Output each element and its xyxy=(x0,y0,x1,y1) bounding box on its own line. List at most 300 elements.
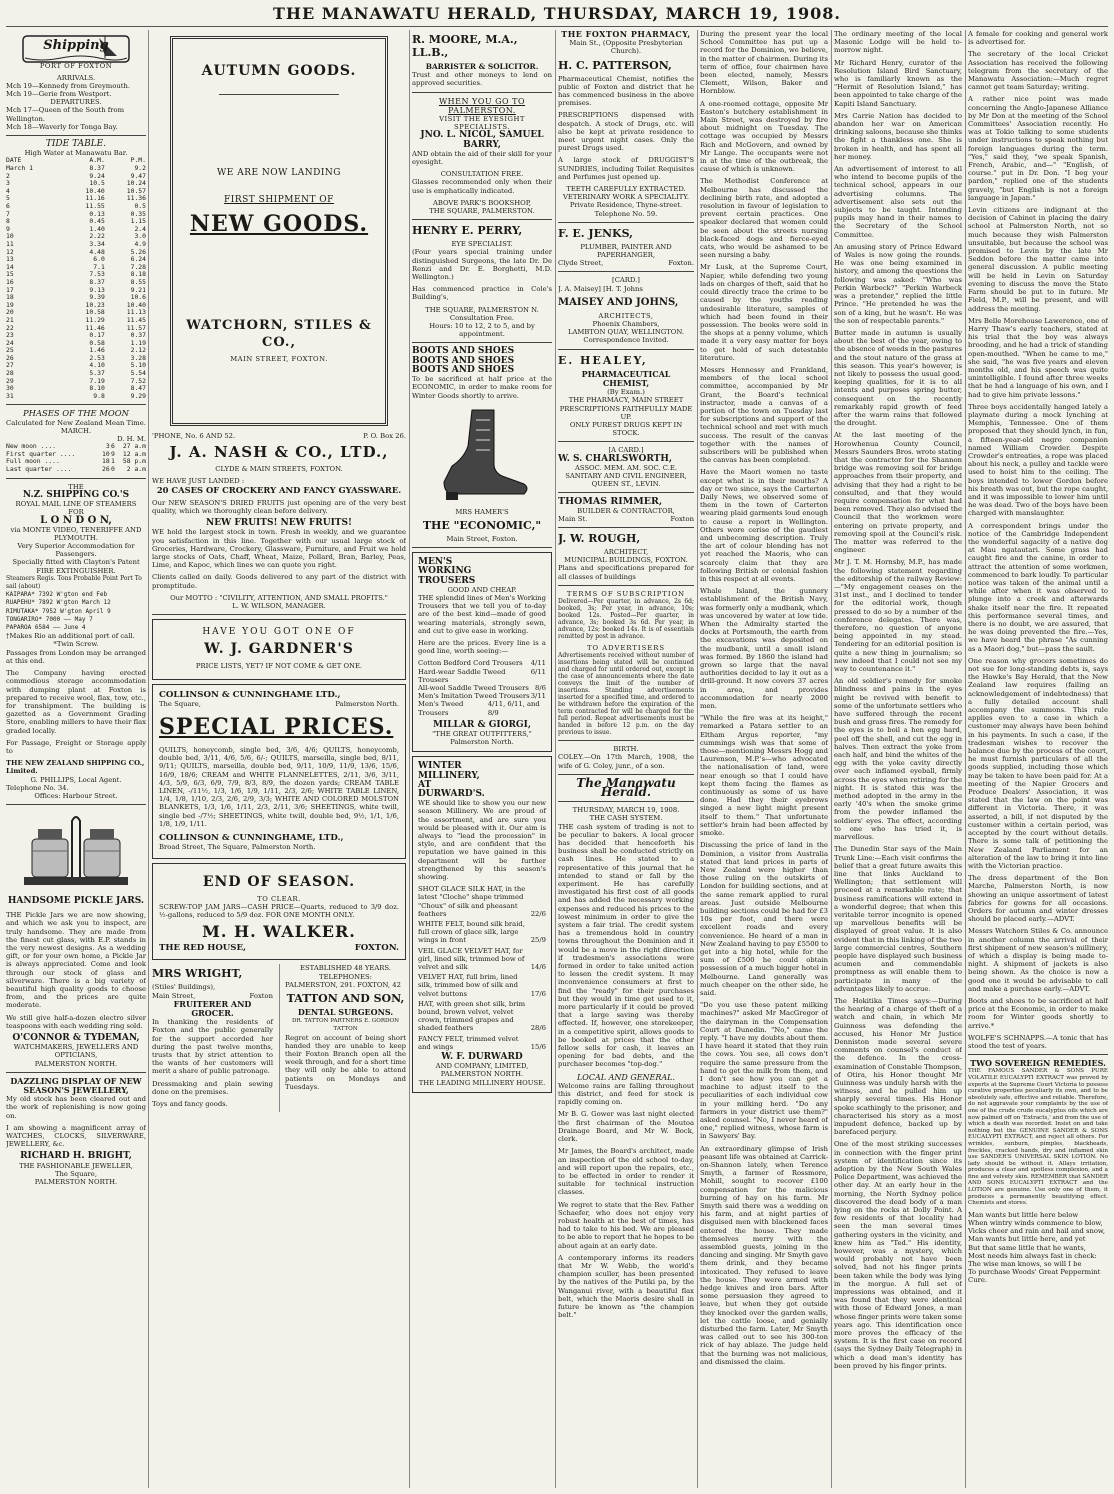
nzsc-for: FOR xyxy=(68,508,84,517)
tide-date: 12 xyxy=(6,247,14,256)
gardner-name: W. J. GARDNER'S xyxy=(204,641,354,658)
trouser-item-name: Men's Imitation Tweed Trousers xyxy=(418,692,530,701)
tide-pm: 9.29 xyxy=(130,391,146,400)
tide-col-pm: P.M. xyxy=(130,156,146,165)
tide-pm: 6.24 xyxy=(130,255,146,264)
durward-title: WINTER MILLINERY, AT DURWARD'S. xyxy=(418,761,485,799)
tide-row xyxy=(6,287,146,295)
nash-fruits-head: NEW FRUITS! NEW FRUITS! xyxy=(206,518,352,529)
maisey-names: J. A. Maisey] [H. T. Johns xyxy=(558,284,643,293)
tide-pm: 10.24 xyxy=(126,179,146,188)
collinson-foot-2: Broad Street, The Square, Palmerston North. xyxy=(159,843,316,852)
departures-heading: DEPARTURES. xyxy=(50,98,102,107)
trouser-item-price: 6/11 xyxy=(530,667,546,676)
divider xyxy=(558,740,694,741)
nzsc-freight: For Passage, Freight or Storage apply to xyxy=(6,738,146,755)
millinery-item xyxy=(418,947,546,972)
tatton-ad xyxy=(279,964,406,1112)
collinson-addr: The Square, xyxy=(159,699,201,708)
healey-body-2: ONLY PUREST DRUGS KEPT IN STOCK. xyxy=(569,420,683,438)
rimmer-addr: Main St. xyxy=(558,514,588,523)
top-rule xyxy=(6,26,1108,27)
watchorn-firm: WATCHORN, STILES & CO., xyxy=(186,318,372,351)
news-paragraph: Mr J. T. M. Hornsby, M.P., has made the following statement regarding the editorship of the railway Review:—"My engagement ceases on the 31st inst., and I declined to tender for the editorial work, though pressed to do so by a number of the conference delegates. There was, therefore, no question of anyone being appointed in my stead. Tendering for an editorial position is quite a new thing in journalism; so new indeed that I could not see my way to countenance it." xyxy=(834,558,962,674)
news-paragraph: An advertisement of interest to all who intend to become pupils of the technical school, appears in our advertising columns. The advertisement also sets out the subjects to be taught. Intending pupils may hand in their names to the Secretary of the School Committee. xyxy=(834,165,962,239)
collinson-body: QUILTS, honeycomb, single bed, 3/6, 4/6; QUILTS, honeycomb, double bed, 3/11, 4/6, 5/6, 6/-; QUILTS, marseilla, single bed, 8/11, 9/11; QUILTS, marseilla, double bed, 9/11, 10/9, 11/9, 13/6, 15/6, 16/9, 18/6; CREAM and WHITE FLANNELETTES, 2/11, 3/6, 3/11, 4/3, 5/9, 6/3, 6/9, 7/9, 8/3, 8/9, the dozen yards; CREAM TABLE LINEN, -/11½, 1/3, 1/6, 1/9, 1/11, 2/3, 2/6; WHITE TABLE LINEN, 1/4, 1/8, 1/10, 2/3, 2/6, 2/9, 3/3; WHITE AND COLORED MOLSTON BLANKETS, 1/3, 1/6, 1/11, 2/3, 2/11, 3/6; SHEETINGS, white twill, single bed -/7½; SHEETINGS, white twill, double bed, 9½, 1/1, 1/6, 1/8, 1/9, 1/11. xyxy=(159,746,399,828)
news-paragraph: A rather nice point was made concerning the Anglo-Japanese Alliance by Mr Don at the meeting of the School Committees' Association recently. He was at Tokio talking to some students under instructions to speak nothing but foreign languages during the term. "Yes," said they, "we speak Spanish, French, Arabic, and—" "English, of course." put in Dr. Don. "I beg your pardon," replied one of the students gravely, "but English is not a foreign language in Japan." xyxy=(968,95,1108,202)
divider xyxy=(558,349,694,350)
wright-town: Foxton xyxy=(249,991,273,1000)
tide-pm: 5.26 xyxy=(130,247,146,256)
nzsc-via: via MONTE VIDEO, TENERIFFE AND PLYMOUTH. xyxy=(10,525,142,542)
tide-table-title: TIDE TABLE. xyxy=(45,139,107,150)
tide-row xyxy=(6,325,146,333)
nzsc-note: †Makes Rio an additional port of call. xyxy=(6,632,135,641)
poem-line: Most needs him always fast in check: xyxy=(968,1251,1097,1260)
tide-row xyxy=(6,271,146,279)
tide-row xyxy=(6,241,146,249)
walker-shop: THE RED HOUSE, xyxy=(159,943,247,954)
pickle-body-2: We still give half-a-dozen electro silver teaspoons with each wedding ring sold. xyxy=(6,1013,146,1030)
durward-ad xyxy=(412,756,552,1093)
divider xyxy=(968,1054,1108,1055)
tide-row xyxy=(6,226,146,234)
jenks-town: Foxton. xyxy=(668,259,694,268)
durward-firm-2: AND COMPANY, LIMITED, xyxy=(435,1062,529,1071)
jenks-role: PLUMBER, PAINTER AND PAPERHANGER, xyxy=(580,242,672,260)
news-paragraph: The Methodist Conference at Melbourne has discussed the declining birth rate, and adopted a resolution in favour of legislation to prevent certain practices. One speaker declared that women could be seen about the streets nursing black-faced dogs and fierce-eyed cats, who would be ashamed to be seen nursing a baby. xyxy=(700,177,828,260)
trousers-firm-2: "THE GREAT OUTFITTERS," xyxy=(432,729,532,738)
poem-line: Man wants but little here, and yet xyxy=(968,1235,1086,1244)
economic-name: THE "ECONOMIC," xyxy=(422,518,542,532)
millinery-item-desc: VELVET HAT, full brim, lined silk, trimmed bow of silk and velvet buttons xyxy=(418,973,518,998)
durward-firm: W. F. DURWARD xyxy=(441,1052,523,1063)
pharmacy-res: Private Residence, Thyne-street. xyxy=(569,201,683,210)
local-general-heading: LOCAL AND GENERAL. xyxy=(576,1072,676,1082)
column-1 xyxy=(6,30,146,1488)
tide-date: 4 xyxy=(6,186,10,195)
tide-date: 30 xyxy=(6,384,14,393)
poem-line: When wintry winds commence to blow, xyxy=(968,1219,1103,1228)
trousers-title: MEN'S WORKING TROUSERS xyxy=(418,557,476,586)
pharmacy-body-2: PRESCRIPTIONS dispensed with despatch. A stock of Drugs, etc. will also be kept at private residence to meet urgent night cases. Only the purest Drugs used. xyxy=(558,111,694,153)
nash-fruits: Our NEW SEASON'S DRIED FRUITS just opening are of the very best quality, which we thoroughly clean before delivery. xyxy=(152,498,406,516)
news-paragraph: An extraordinary glimpse of Irish peasant life was obtained at Carrick-on-Shannon lately, when Terence Smyth, a farmer of Rossmore, Mohill, sought to recover £100 compensation for the malicious burning of hay on his farm. Mr Smyth said there was a wedding on his farm, and at night parties of disguised men with blackened faces entered the house. They made themselves merry with the assembled guests, joining in the dancing and singing. Mr Smyth gave them drink, and they became intoxicated. They refused to leave the house. They were armed with hedge knives and iron bars. After some persuasion they agreed to leave, but when they got outside they knocked over the garden walls, let the cattle loose, and genially disturbed the farm. Later, Mr Smyth was called out to see his 300-ton rick of hay ablaze. The judge held that the burning was not malicious, and dismissed the claim. xyxy=(700,1144,828,1366)
tide-am: 3.34 xyxy=(89,239,105,248)
watchorn-first: FIRST SHIPMENT OF xyxy=(224,195,334,206)
tide-am: 2.22 xyxy=(89,232,105,241)
moore-name: R. MOORE, M.A., LL.B., xyxy=(412,33,518,59)
tide-am: 2.53 xyxy=(89,353,105,362)
port-heading: PORT OF FOXTON xyxy=(39,62,113,71)
terms-body: Delivered—Per quarter, in advance, 2s 6d; booked, 3s; Per year, in advance, 10s; booked 12s. Posted—Per quarter, in advance, 3s; booked 3s 6d. Per year, in advance, 12s; booked 14s. It is of essentials remitted by post in advance. xyxy=(558,597,694,640)
tide-table xyxy=(6,157,146,400)
gardner-ad xyxy=(152,619,406,679)
perry-role: EYE SPECIALIST. xyxy=(451,240,513,249)
tide-date: 5 xyxy=(6,194,10,203)
pharmacy-tel: Telephone No. 59. xyxy=(594,209,658,218)
nicol-body: AND obtain the aid of their skill for your eyesight. xyxy=(412,149,552,167)
divider xyxy=(412,342,552,343)
tide-date: 15 xyxy=(6,270,14,279)
tide-am: 1.46 xyxy=(89,346,105,355)
trouser-item-price: 3/11 xyxy=(530,692,546,701)
tide-row xyxy=(6,203,146,211)
news-paragraph: Discussing the price of land in the Dominion, a visitor from Australia stated that land prices in parts of New Zealand were higher than those ruling on the outskirts of London for building sections, and at the same remark applied to rural areas. Just outside Melbourne building sections could be had for £3 10s per foot, and there were excellent roads and every convenience. He heard of a man in New Zealand having to pay £5500 to get into a big hotel, while for the sum of £500 he could obtain possession of a much bigger hotel in Melbourne. Land generally was much cheaper on the other side, he said. xyxy=(700,841,828,997)
tide-row xyxy=(6,309,146,317)
jewellery-body-2: I am showing a magnificent array of WATCHES, CLOCKS, SILVERWARE, JEWELLERY, &c. xyxy=(6,1123,146,1149)
tide-am: 9.8 xyxy=(93,391,105,400)
tide-row xyxy=(6,362,146,370)
news-paragraph: Mrs Belle Morehouse Lawerence, one of Harry Thaw's early teachers, stated at his trial that the boy was always brooding, and he had a trick of standing open-mouthed. "When he came to me," she said, "he was five years and eleven months old, and his speech was quite unintelligible. I found after three weeks that he had a language of his own, and I had to give him private lessons." xyxy=(968,316,1108,399)
maisey-addr: Phoenix Chambers, xyxy=(592,320,660,329)
wright-body: In thanking the residents of Foxton and the public generally for the support accorded her during the past twelve months, trusts that by strict attention to the wants of her customers will merit a share of public patronage. xyxy=(152,1018,273,1076)
divider xyxy=(6,478,146,479)
tide-am: 8.37 xyxy=(89,164,105,173)
durward-price-list xyxy=(418,885,546,1051)
tide-row xyxy=(6,279,146,287)
moon-cell: 2 a.m xyxy=(126,465,146,474)
tide-row xyxy=(6,385,146,393)
nzsc-phillips: G. PHILLIPS, Local Agent. xyxy=(30,775,122,784)
tide-date: 18 xyxy=(6,293,14,302)
millinery-item xyxy=(418,973,546,998)
gardner-question: HAVE YOU GOT ONE OF xyxy=(202,627,356,638)
news-paragraph: The dress department of the Bon Marche, Palmerston North, is now showing an unique assortment of latest fabrics for gowns for all occasions. Orders for autumn and winter dresses should be placed early.—ADVT. xyxy=(968,874,1108,924)
tatton-tel-2: PALMERSTON, 291. FOXTON, 42 xyxy=(285,980,401,989)
poem-line: Vicks cheer and rain and hail and snow, xyxy=(968,1227,1106,1236)
divider xyxy=(152,614,406,615)
tide-row xyxy=(6,370,146,378)
tide-pm: 10.57 xyxy=(126,186,146,195)
news-paragraph: An amusing story of Prince Edward of Wales is now going the rounds. He was one being examined in history, and among the questions the following was asked: "Who was Perkin Warbeck?" "Perkin Warbeck was a pretender," replied the little Prince. "He pretended he was the son of a king, but he wasn't. He was the son of respectable parents." xyxy=(834,242,962,325)
nash-box: P. O. Box 26. xyxy=(363,432,406,440)
steamer-row: RIMUTAKA* 7952 W'gton April 9 xyxy=(6,607,111,615)
column-divider xyxy=(965,30,966,1488)
tide-pm: 0.35 xyxy=(130,209,146,218)
news-paragraph: One reason why grocers sometimes do not sue for long-standing debts is, says the Hawke's Bay Herald, that the New Zealand law requires (failing an acknowledgement of indebtedness) that a fully detailed account shall accompany the summons. This rule applies even to a case in which a customer may always have been behind in his payments. In such a case, if the tradesman wishes to recover the balance due by the process of the court, he must furnish particulars of all the goods supplied, including those which may be taken to have been paid for. At a meeting of the Napier Grocers and Produce Dealers' Association, it was stated that the law on the point was different in Victoria. There, it was asserted, a bill, if not disputed by the customer within a certain period, was accepted by the court without details. There is some talk of petitioning the New Zealand Parliament for an alteration of the law to bring it into line with the Victorian practice. xyxy=(968,656,1108,870)
tide-date: 24 xyxy=(6,338,14,347)
millinery-item xyxy=(418,920,546,945)
collinson-foot: COLLINSON & CUNNINGHAME, LTD., xyxy=(159,833,344,844)
divider xyxy=(558,585,694,586)
herald-p2: Welcome rains are falling throughout this district, and feed for stock is rapidly coming on. xyxy=(558,1081,694,1107)
pharmacy-name: H. C. PATTERSON, xyxy=(558,58,672,72)
tide-pm: 3.0 xyxy=(134,232,146,241)
tide-col-date: DATE xyxy=(6,156,22,165)
column-divider xyxy=(409,30,410,1488)
tide-date: 27 xyxy=(6,361,14,370)
tide-row xyxy=(6,233,146,241)
jewellery-title: DAZZLING DISPLAY OF NEW SEASON'S JEWELLERY, xyxy=(10,1075,142,1095)
herald-headline: THE CASH SYSTEM. xyxy=(589,814,663,823)
shipping-logo-text: Shipping xyxy=(43,38,109,54)
poem xyxy=(968,1211,1108,1285)
walker-title: END OF SEASON. xyxy=(202,873,356,890)
column-3 xyxy=(412,30,552,1488)
wright-role: FRUITERER AND GROCER. xyxy=(173,998,252,1018)
tide-pm: 8.55 xyxy=(130,277,146,286)
departure-item: Mch 18—Waverly for Tonga Bay. xyxy=(6,122,118,131)
pharmacy-body-3: A large stock of DRUGGIST'S SUNDRIES, including Toilet Requisites and Perfumes just opened up. xyxy=(558,156,694,181)
trousers-ad xyxy=(412,552,552,752)
tide-am: 7.53 xyxy=(89,270,105,279)
tide-date: 31 xyxy=(6,391,14,400)
herald-p6: A contemporary informs its readers that Mr W. Webb, the world's champion sculler, has been presented by the natives of the Putiki pa, by the Wanganui river, with a beautiful flax belt, which the Maoris desire shall in future be known as "the champion belt." xyxy=(558,1253,694,1320)
terms-title: TERMS OF SUBSCRIPTION xyxy=(566,589,686,598)
column-divider xyxy=(148,30,149,1488)
column-2 xyxy=(152,30,406,1488)
walker-name: M. H. WALKER. xyxy=(202,922,356,942)
birth-title: BIRTH. xyxy=(613,745,639,754)
moon-cell: First quarter .... xyxy=(6,449,76,458)
tide-date: 16 xyxy=(6,277,14,286)
perry-hours: Hours: 10 to 12, 2 to 5, and by appointment. xyxy=(429,322,535,339)
moon-cell: 26 xyxy=(101,465,110,474)
millinery-item-price: 14/6 xyxy=(530,963,546,972)
divider xyxy=(6,1072,146,1073)
tide-date: 19 xyxy=(6,300,14,309)
news-paragraph: An old soldier's remedy for smoke blindness and pains in the eyes might be revived with benefit to some of the unfortunate settlers who have suffered through the recent bush and grass fires. The remedy for the eyes is to boil a hen egg hard, peel off the shell, and cut the egg in halves. Then extract the yoke from each half, and bind the whites of the egg with the yoke cavity directly over each inflamed eyeball, firmly across the eyes when retiring for the night. It is stated this was the method adopted in the army in the early '40's when the smoke grime from the powder inflamed the soldiers' eyes. The effect, according to one who has tried it, is marvellous. xyxy=(834,677,962,842)
news-paragraph: Have the Maori women no taste except what is in their mouths? A day or two since, says the Carterton Daily News, we observed some of them in the town of Carterton wearing plaid garments loud enough to cause a report in Wellington. Others wore cerise of the gaudiest and unbecoming description. Truly the art of colour blending has not yet reached the Maoris, who can scarcely claim that they are following British or colonial fashion in this respect at all events. xyxy=(700,468,828,583)
charlsworth-role: ASSOC. MEM. AM. SOC. C.E. xyxy=(574,463,678,472)
nzsc-body: The Company having erected commodious storage accommodation with dumping plant at Foxton is prepared to receive wool, flax, tow, etc., for transhipment. The building is gazetted as a Government Grading Store, enabling millers to have their flax graded locally. xyxy=(6,669,146,735)
tide-am: 4.48 xyxy=(89,247,105,256)
moore-role: BARRISTER & SOLICITOR. xyxy=(425,62,539,71)
tide-am: 11.16 xyxy=(85,194,105,203)
tide-am: 10.23 xyxy=(85,300,105,309)
tide-am: 9.24 xyxy=(89,171,105,180)
trousers-body: THE splendid lines of Men's Working Trousers that we tell you of to-day are of the best kind—made of good wearing materials, strongly sewn, and cut to give ease in working. xyxy=(418,593,546,635)
nzsc-steamer-list xyxy=(6,591,146,632)
tide-row xyxy=(6,165,146,173)
millinery-item-desc: HAT, with green shot silk, brim bound, brown velvet, velvet crown, trimmed grapes and shaded feathers xyxy=(418,999,526,1033)
tide-date: 9 xyxy=(6,224,10,233)
tide-date: 22 xyxy=(6,323,14,332)
millinery-item-desc: WHITE FELT, bound silk braid, full crown of glace silk, large wings in front xyxy=(418,920,525,945)
news-paragraph: Whale Island, the gunnery establishment of the British Navy, was formerly only a mudbank, which was uncovered by water at low tide. When the Admiralty started the docks at Portsmouth, the earth from the excavations was deposited on the mudbank, until a small island was formed. By 1860 the island had grown so large that the naval authorities decided to lay it out as a drill-ground. It now covers 37 acres in area, and provides accommodation for nearly 2000 men. xyxy=(700,587,828,711)
divider xyxy=(6,135,146,136)
column-7 xyxy=(968,30,1108,1488)
tide-col-am: A.M. xyxy=(89,156,105,165)
millinery-item-price: 25/9 xyxy=(530,936,546,945)
tide-am: 8.10 xyxy=(89,384,105,393)
column-divider xyxy=(697,30,698,1488)
walker-ad xyxy=(152,863,406,961)
news-paragraph: A correspondent brings under the notice of the Cambridge Independent the wonderful sagacity of a native dog at Mau ngatautari. Some grass had caught fire and the canine, in order to attract the attention of some workmen, commenced to bark loudly. To particular notice was taken of the animal until a while after when it was observed to plunge into a creek and afterwards shake itself near the fire. It repeated this performance several times, and there is no doubt, we are assured, that he was doing prevented the fire.—Yes, we have heard the phrase "As cunning as a Maori dog," but—pass the sault. xyxy=(968,521,1108,653)
gardner-sub: PRICE LISTS, YET? IF NOT COME & GET ONE. xyxy=(195,662,363,671)
tide-pm: 7.28 xyxy=(130,262,146,271)
perry-body-2: Has commenced practice in Cole's Building's, xyxy=(412,285,552,302)
nash-body: WE hold the largest stock in town. Fresh in weekly, and we guarantee you satisfaction in this line. Together with our usual large stock of Groceries, Hardware, Crockery, Glassware, Furniture, and Fruit we hold large stocks of Oats, Chaff, Wheat, Maize, Pollard, Bran, Barley, Peas, Lime, and Kapoc, which lines we can quote you right. xyxy=(152,528,406,570)
news-paragraph: "While the fire was at its height," remarked a Patara settler to an Eltham Argus reporter, "my cummings wish was that some of those—mentioning Messrs Hogg and Laurenson, M.P.'s—who advocated the nationalisation of land, were near enough so that I could have kept them facing the flames as continuously as some of us have done. Had they their eyebrows singed a new light might present itself to them." That unfortunate settler's brain had been affected by smoke. xyxy=(700,714,828,838)
moon-cell: 9 xyxy=(111,449,115,458)
moon-phases-title: PHASES OF THE MOON xyxy=(23,408,129,419)
nicol-names: JNO. L. NICOL, SAMUEL BARRY, xyxy=(420,130,544,150)
pickle-title: HANDSOME PICKLE JARS. xyxy=(7,896,145,907)
tide-pm: 11.36 xyxy=(126,194,146,203)
tide-date: 21 xyxy=(6,315,14,324)
tide-row xyxy=(6,294,146,302)
trouser-item-price: 4/11, 6/11, and 8/9 xyxy=(487,700,540,717)
arrival-item: Mch 19—Kennedy from Greymouth. xyxy=(6,81,130,90)
moon-cell: Last quarter .... xyxy=(6,465,72,474)
trouser-item-name: Hard-wear Saddle Tweed Trousers xyxy=(418,667,506,684)
column-7-news xyxy=(968,30,1108,1050)
healey-exam: (By Exam.) xyxy=(607,388,645,397)
divider xyxy=(412,547,552,548)
column-divider xyxy=(555,30,556,1488)
masthead: THE MANAWATU HERALD, THURSDAY, MARCH 19, 1908. xyxy=(273,4,841,23)
divider xyxy=(558,527,694,528)
jeweller-role: THE FASHIONABLE JEWELLER, xyxy=(19,1161,133,1170)
tide-pm: 9.47 xyxy=(130,171,146,180)
news-paragraph: Mrs Carrie Nation has decided to abandon her war on American drinking saloons, because she thinks the fight a thankless one. She is broken in health, and has spent all her money. xyxy=(834,111,962,161)
tide-row xyxy=(6,249,146,257)
maisey-firm: MAISEY AND JOHNS, xyxy=(558,296,679,308)
moore-body: Trust and other moneys to lend on approved securities. xyxy=(412,71,552,88)
tide-am: 1.40 xyxy=(89,224,105,233)
tide-am: 7.19 xyxy=(89,376,105,385)
news-paragraph: WOLFE'S SCHNAPPS.—A tonic that has stood the test of years. xyxy=(968,1033,1108,1050)
moon-cell: 6 xyxy=(111,442,115,451)
departure-item: Mch 17—Queen of the South from Wellington. xyxy=(6,106,125,123)
steamer-row: KAIPARA* 7392 W'gton end Feb xyxy=(6,591,108,599)
nicol-above: ABOVE PARK'S BOOKSHOP, xyxy=(432,198,532,207)
moon-cell: New moon .... xyxy=(6,442,57,451)
herald-p3: Mr B. G. Gower was last night elected the first chairman of the Moutoa Drainage Board, and Mr W. Bock, clerk. xyxy=(558,1110,694,1144)
tide-pm: 9.2 xyxy=(134,164,146,173)
nzsc-the: THE xyxy=(68,482,84,491)
tide-date: 26 xyxy=(6,353,14,362)
boots-line: BOOTS AND SHOES xyxy=(412,364,515,375)
trouser-item xyxy=(418,668,546,684)
sovereign-title: TWO SOVEREIGN REMEDIES. xyxy=(970,1058,1106,1069)
tide-am: 0.17 xyxy=(89,331,105,340)
charlsworth-card: [A CARD.] xyxy=(608,446,644,455)
millinery-item-desc: FANCY FELT, trimmed velvet and wings xyxy=(418,1034,519,1051)
herald-date: THURSDAY, MARCH 19, 1908. xyxy=(572,806,680,815)
tide-row xyxy=(6,211,146,219)
millinery-item xyxy=(418,1000,546,1033)
wright-name: MRS WRIGHT, xyxy=(152,967,243,981)
walker-clear: TO CLEAR. xyxy=(257,894,301,903)
pharmacy-vet: VETERINARY WORK A SPECIALITY. xyxy=(562,193,690,202)
millinery-item xyxy=(418,1035,546,1051)
trousers-town: Palmerston North. xyxy=(450,738,514,747)
boots-line: BOOTS AND SHOES xyxy=(412,355,515,366)
tide-am: 0.13 xyxy=(89,209,105,218)
arrival-item: Mch 19—Gerie from Westport. xyxy=(6,90,112,99)
rimmer-name: THOMAS RIMMER, xyxy=(558,496,663,508)
pharmacy-teeth: TEETH CAREFULLY EXTRACTED. xyxy=(566,185,686,194)
moon-month: MARCH. xyxy=(60,426,92,435)
tide-date: 28 xyxy=(6,369,14,378)
news-paragraph: Boots and shoes to be sacrificed at half price at the Economic, in order to make room for Winter goods shortly to arrive.* xyxy=(968,996,1108,1030)
rimmer-role: BUILDER & CONTRACTOR, xyxy=(577,506,675,515)
maisey-card: [CARD.] xyxy=(612,276,640,285)
pickle-firm-3: PALMERSTON NORTH. xyxy=(34,1059,118,1068)
tide-am: 5.37 xyxy=(89,369,105,378)
moon-cell: 27 a.m xyxy=(122,442,146,451)
rimmer-town: Foxton xyxy=(670,514,694,523)
pickle-firm: O'CONNOR & TYDEMAN, xyxy=(12,1032,140,1043)
divider xyxy=(558,222,694,223)
collinson-title: SPECIAL PRICES. xyxy=(159,714,394,741)
jeweller-addr: The Square, xyxy=(55,1169,97,1178)
nash-name: J. A. NASH & CO., LTD., xyxy=(169,443,389,462)
maisey-invite: Correspondence Invited. xyxy=(583,336,669,345)
nicol-addr: THE SQUARE, PALMERSTON. xyxy=(429,207,535,216)
tide-am: 9.39 xyxy=(89,293,105,302)
divider xyxy=(6,404,146,405)
tide-row xyxy=(6,195,146,203)
tide-am: 6.0 xyxy=(93,255,105,264)
jeweller-name: RICHARD H. BRIGHT, xyxy=(20,1151,132,1162)
rough-body: Plans and specifications prepared for all classes of buildings xyxy=(558,564,694,581)
tide-am: 10.5 xyxy=(89,179,105,188)
pickle-jars-illustration xyxy=(16,811,136,889)
tide-am: 11.46 xyxy=(85,323,105,332)
trouser-item xyxy=(418,659,546,667)
tide-date: 23 xyxy=(6,331,14,340)
rough-addr: MUNICIPAL BUILDINGS, FOXTON. xyxy=(564,556,688,565)
trousers-body-2: Here are the prices. Every line is a good line, worth seeing:— xyxy=(418,638,546,656)
nicol-body-2: Glasses recommended only when their use is emphatically indicated. xyxy=(412,178,552,195)
nash-clients: Clients called on daily. Goods delivered to any part of the district with promptitude. xyxy=(152,573,406,590)
tide-am: 10.58 xyxy=(85,308,105,317)
moon-cell: 3 xyxy=(105,442,110,451)
tide-date: 7 xyxy=(6,209,10,218)
millinery-item-desc: VEIL GLACE VELVET HAT, for girl, lined silk, trimmed bow of velvet and silk xyxy=(418,946,525,972)
tide-am: 11.55 xyxy=(85,202,105,210)
trouser-item-name: Men's Tweed Trousers xyxy=(418,700,464,717)
trousers-firm: MILLAR & GIORGI, xyxy=(433,719,531,730)
perry-name: HENRY E. PERRY, xyxy=(412,224,523,238)
nicol-visit: VISIT THE EYESIGHT SPECIALISTS. xyxy=(439,115,525,132)
collinson-town: Palmerston North. xyxy=(335,699,399,708)
nzsc-london: L O N D O N, xyxy=(40,515,112,527)
poem-line: The wise man knows, so will I be xyxy=(968,1260,1082,1269)
tide-row xyxy=(6,378,146,386)
herald-nameplate: The Manawatu Herald. xyxy=(576,775,676,799)
jenks-name: F. E. JENKS, xyxy=(558,226,633,240)
steamer-row: PAPAROA 6584 —— June 4 xyxy=(6,624,86,632)
news-paragraph: One of the most striking successes in connection with the finger print system of identification since its adoption by the New South Wales Police Department, was achieved the other day. At an early hour in the morning, the North Sydney police discovered the dead body of a man lying on the rocks at Dolly Point. A few residents of that locality had seen the man several times gathering oysters in the vicinity, and knew him as "Ted." His identity, however, was a mystery, which would probably not have been solved, had not his finger prints been taken while the body was lying in the morgue. A full set of impressions was obtained, and it was found that they were identical with those of Edward Jones, a man whose finger prints were taken some years ago. This identification once more proves the efficacy of the system. It is the first case on record (says the Sydney Daily Telegraph) in which a dead man's identity has been proved by his finger prints. xyxy=(834,1140,962,1370)
durward-body: WE should like to show you our new season Millinery. We are proud of the assortment, and are sure you would be pleased with it. Our aim is always to "lead the procession" in style, and are confident that the reputation we have gained in this department will be further strengthened by this season's showing. xyxy=(418,799,546,882)
poem-line: To purchase Woods' Great Peppermint Cure. xyxy=(968,1268,1101,1285)
millinery-item-price: 15/6 xyxy=(530,1042,546,1051)
tide-am: 9.13 xyxy=(89,285,105,294)
tide-date: March 1 xyxy=(6,164,33,173)
nash-motto: Our MOTTO : "CIVILITY, ATTENTION, AND SMALL PROFITS." xyxy=(170,593,388,602)
nicol-consult: CONSULTATION FREE. xyxy=(440,170,524,179)
tide-am: 0.45 xyxy=(89,217,105,226)
hamer-name: MRS HAMER'S xyxy=(455,507,509,516)
moon-table xyxy=(6,443,146,473)
trouser-price-list xyxy=(418,659,546,716)
boot-illustration xyxy=(432,406,532,502)
divider xyxy=(558,271,694,272)
tide-row xyxy=(6,188,146,196)
moon-cell: 10 xyxy=(101,449,110,458)
charlsworth-name: W. S. CHARLSWORTH, xyxy=(558,453,672,464)
tide-row xyxy=(6,332,146,340)
watchorn-autumn: AUTUMN GOODS. xyxy=(201,63,357,79)
jeweller-town: PALMERSTON NORTH. xyxy=(34,1178,118,1187)
pharmacy-head: THE FOXTON PHARMACY, xyxy=(561,30,691,39)
tide-am: 10.40 xyxy=(85,186,105,195)
